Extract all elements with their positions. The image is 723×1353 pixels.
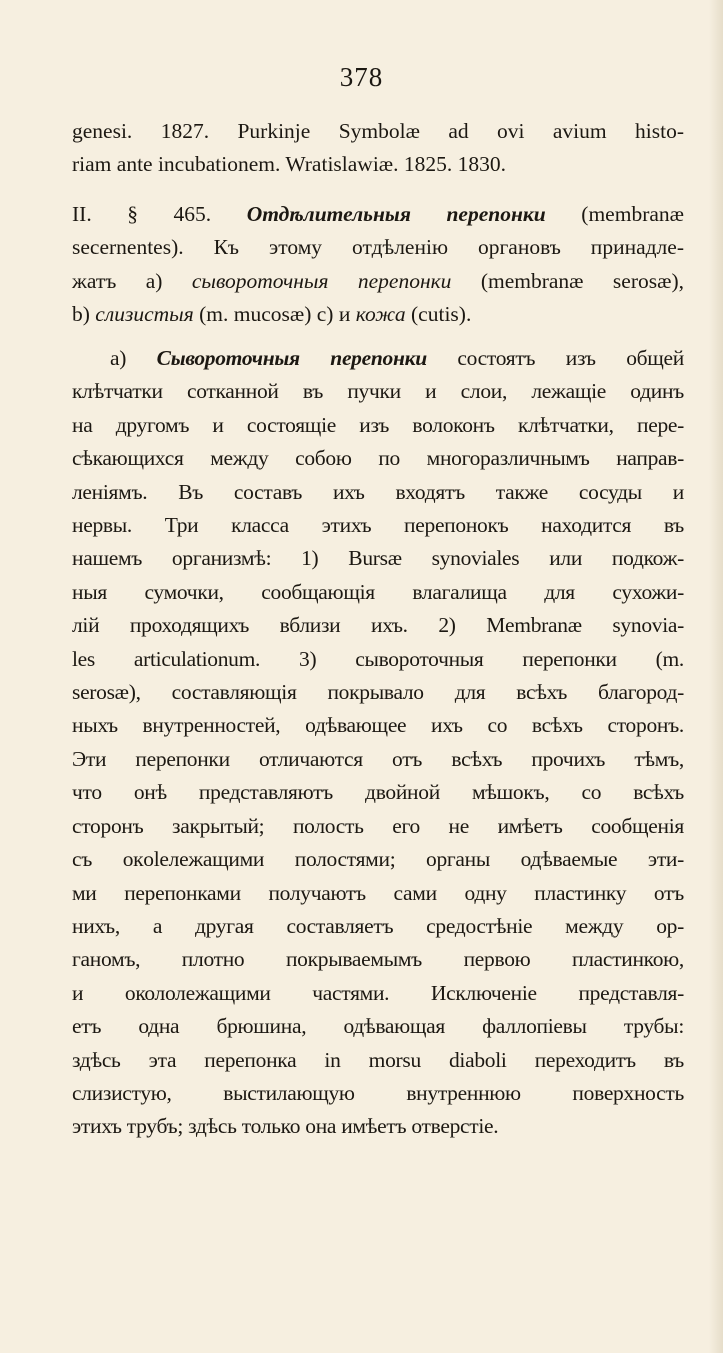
text-line: сѣкающихся между собою по многоразличнымъ направ- (72, 446, 684, 471)
paragraph-section-465 (72, 198, 684, 332)
text-line-heading (72, 198, 684, 231)
text-line: етъ одна брюшина, одѣвающая фаллопіевы трубы: (72, 1014, 684, 1039)
text-line: нихъ, а другая составляетъ средостѣніе между ор- (72, 913, 684, 938)
text-line: нашемъ организмѣ: 1) Bursæ synoviales или подкож- (72, 546, 684, 571)
italic-mucous: слизистыя (95, 302, 194, 327)
text-line: на другомъ и состоящіе изъ волоконъ клѣтчатки, пере- (72, 412, 684, 437)
italic-heading-serous: Сывороточныя перепонки (156, 346, 427, 370)
text-line: съ окolележащими полостями; органы одѣваемые эти- (72, 847, 684, 872)
text-line: ныхъ внутренностей, одѣвающее ихъ со всѣхъ сторонъ. (72, 713, 684, 738)
text-line: ганомъ, плотно покрываемымъ первою пластинкою, (72, 947, 684, 972)
paragraph-serous-membranes (72, 342, 684, 1144)
text-line: riam ante incubationem. Wratislawiæ. 1825. 1830. (72, 152, 507, 177)
text-line: ныя сумочки, сообщающія влагалища для сухожи- (72, 579, 684, 604)
page-edge-shadow (709, 0, 723, 1353)
text-line: secernentes). Къ этому отдѣленію органовъ принадле- (72, 235, 684, 260)
text-line: слизистую, выстилающую внутреннюю поверхность (72, 1080, 684, 1105)
paragraph-bibliography (72, 115, 684, 182)
text-line: клѣтчатки сотканной въ пучки и слои, лежащіе одинъ (72, 379, 684, 404)
text-line: лій проходящихъ вблизи ихъ. 2) Membranæ synovia- (72, 613, 684, 638)
text-line: леніямъ. Въ составъ ихъ входятъ также сосуды и (72, 479, 684, 504)
text-line: genesi. 1827. Purkinje Symbolæ ad ovi avium histo- (72, 119, 684, 143)
text-line: сторонъ закрытый; полость его не имѣетъ сообщенія (72, 813, 684, 838)
section-title-italic: Отдѣлительныя перепонки (246, 202, 546, 226)
text-line: нервы. Три класса этихъ перепонокъ находится въ (72, 513, 684, 538)
text-line: les articulationum. 3) сывороточныя перепонки (m. (72, 646, 684, 671)
text-line-heading: a) Сывороточныя перепонки состоятъ изъ общей (110, 346, 684, 370)
text-line: этихъ трубъ; здѣсь только она имѣетъ отверстіе. (72, 1114, 499, 1139)
italic-serous: сывороточныя перепонки (191, 268, 452, 293)
text-line: Эти перепонки отличаются отъ всѣхъ прочихъ тѣмъ, (72, 746, 684, 771)
italic-skin: кожа (355, 302, 406, 327)
text-line: ми перепонками получаютъ сами одну пластинку отъ (72, 880, 684, 905)
text-line: b) слизистыя (m. mucosæ) c) и кожа (cutis). (72, 302, 472, 327)
text-line: serosæ), составляющія покрывало для всѣхъ благород- (72, 680, 684, 705)
text-line: жатъ a) сывороточныя перепонки (membranæ serosæ), (72, 268, 684, 293)
text-line: и окололежащими частями. Исключеніе представля- (72, 980, 684, 1005)
section-number: II. § 465. (72, 202, 247, 226)
page-number: 378 (339, 62, 384, 92)
text-line: здѣсь эта перепонка in morsu diaboli переходитъ въ (72, 1047, 684, 1072)
text-line: что онѣ представляютъ двойной мѣшокъ, со всѣхъ (72, 780, 684, 805)
section-title-latin: (membranæ (545, 202, 684, 226)
